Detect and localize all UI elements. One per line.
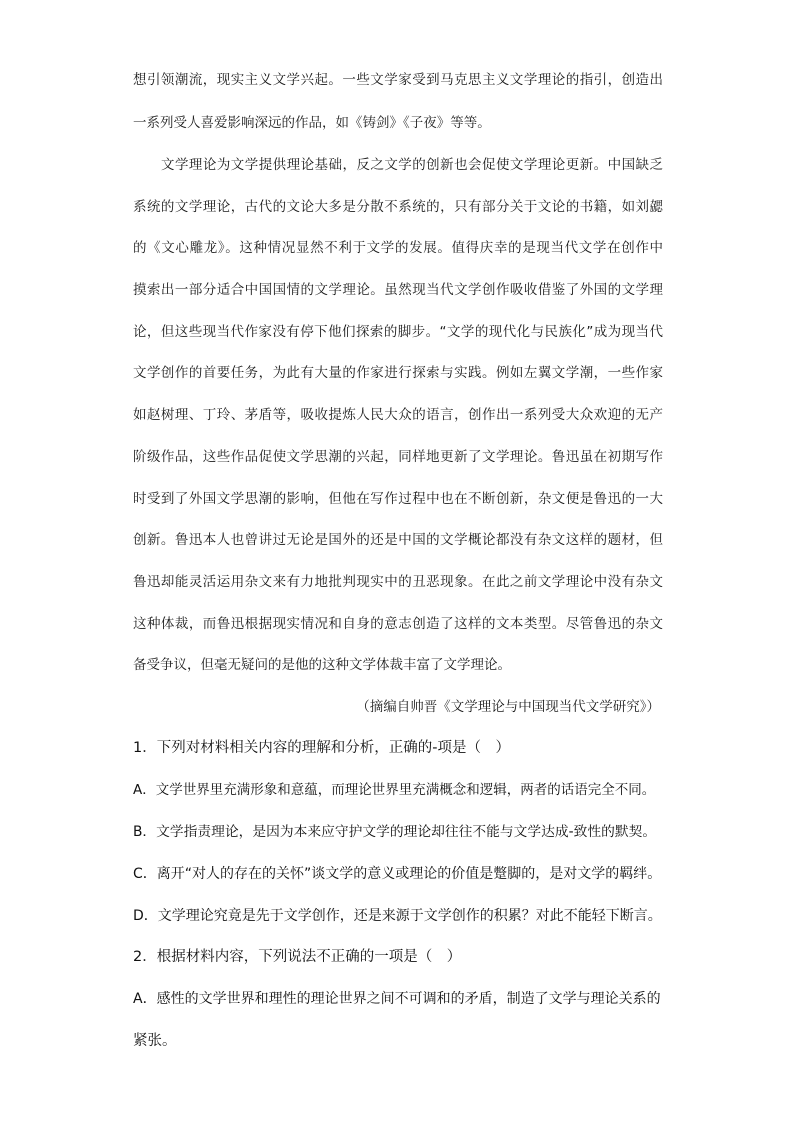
passage-line: 这种体裁，而鲁迅根据现实情况和自身的意志创造了这样的文本类型。尽管鲁迅的杂文 [133,616,663,632]
passage-line: 鲁迅却能灵活运用杂文来有力地批判现实中的丑恶现象。在此之前文学理论中没有杂文 [133,574,663,590]
passage-line: 想引领潮流，现实主义文学兴起。一些文学家受到马克思主义文学理论的指引，创造出 [133,72,663,88]
passage-line: 摸索出一部分适合中国国情的文学理论。虽然现当代文学创作吸收借鉴了外国的文学理 [133,282,663,298]
passage-source: （摘编自帅晋《文学理论与中国现当代文学研究》） [356,699,660,715]
question-2-stem: 2．根据材料内容，下列说法不正确的一项是（ ） [133,949,462,965]
question-1-option-a: A．文学世界里充满形象和意蕴，而理论世界里充满概念和逻辑，两者的话语完全不同。 [133,782,656,798]
question-1-option-b: B．文学指责理论，是因为本来应守护文学的理论却往往不能与文学达成-致性的默契。 [133,824,657,840]
passage-line: 文学理论为文学提供理论基础，反之文学的创新也会促使文学理论更新。中国缺乏 [161,157,663,173]
question-1-stem: 1．下列对材料相关内容的理解和分析，正确的-项是（ ） [133,740,510,756]
passage-line: 一系列受人喜爱影响深远的作品，如《铸剑》《子夜》等等。 [133,115,491,131]
passage-line: 时受到了外国文学思潮的影响，但他在写作过程中也在不断创新，杂文便是鲁迅的一大 [133,491,663,507]
question-1-option-d: D．文学理论究竟是先于文学创作，还是来源于文学创作的积累？对此不能轻下断言。 [133,908,662,924]
passage-line: 的《文心雕龙》。这种情况显然不利于文学的发展。值得庆幸的是现当代文学在创作中 [133,240,663,256]
passage-line: 如赵树理、丁玲、茅盾等，吸收提炼人民大众的语言，创作出一系列受大众欢迎的无产 [133,407,663,423]
passage-line: 阶级作品，这些作品促使文学思潮的兴起，同样地更新了文学理论。鲁迅虽在初期写作 [133,449,663,465]
passage-line: 创新。鲁迅本人也曾讲过无论是国外的还是中国的文学概论都没有杂文这样的题材，但 [133,532,663,548]
question-2-option-a: A．感性的文学世界和理性的理论世界之间不可调和的矛盾，制造了文学与理论关系的 [133,991,661,1007]
passage-line: 系统的文学理论，古代的文论大多是分散不系统的，只有部分关于文论的书籍，如刘勰 [133,199,663,215]
question-1-option-c: C．离开“对人的存在的关怀”谈文学的意义或理论的价值是蹩脚的，是对文学的羁绊。 [133,866,662,882]
passage-line: 文学创作的首要任务，为此有大量的作家进行探索与实践。例如左翼文学潮，一些作家 [133,365,663,381]
passage-line: 备受争议，但毫无疑问的是他的这种文学体裁丰富了文学理论。 [133,657,511,673]
question-2-option-a-continued: 紧张。 [133,1033,177,1049]
passage-line: 论，但这些现当代作家没有停下他们探索的脚步。“文学的现代化与民族化”成为现当代 [133,324,663,340]
